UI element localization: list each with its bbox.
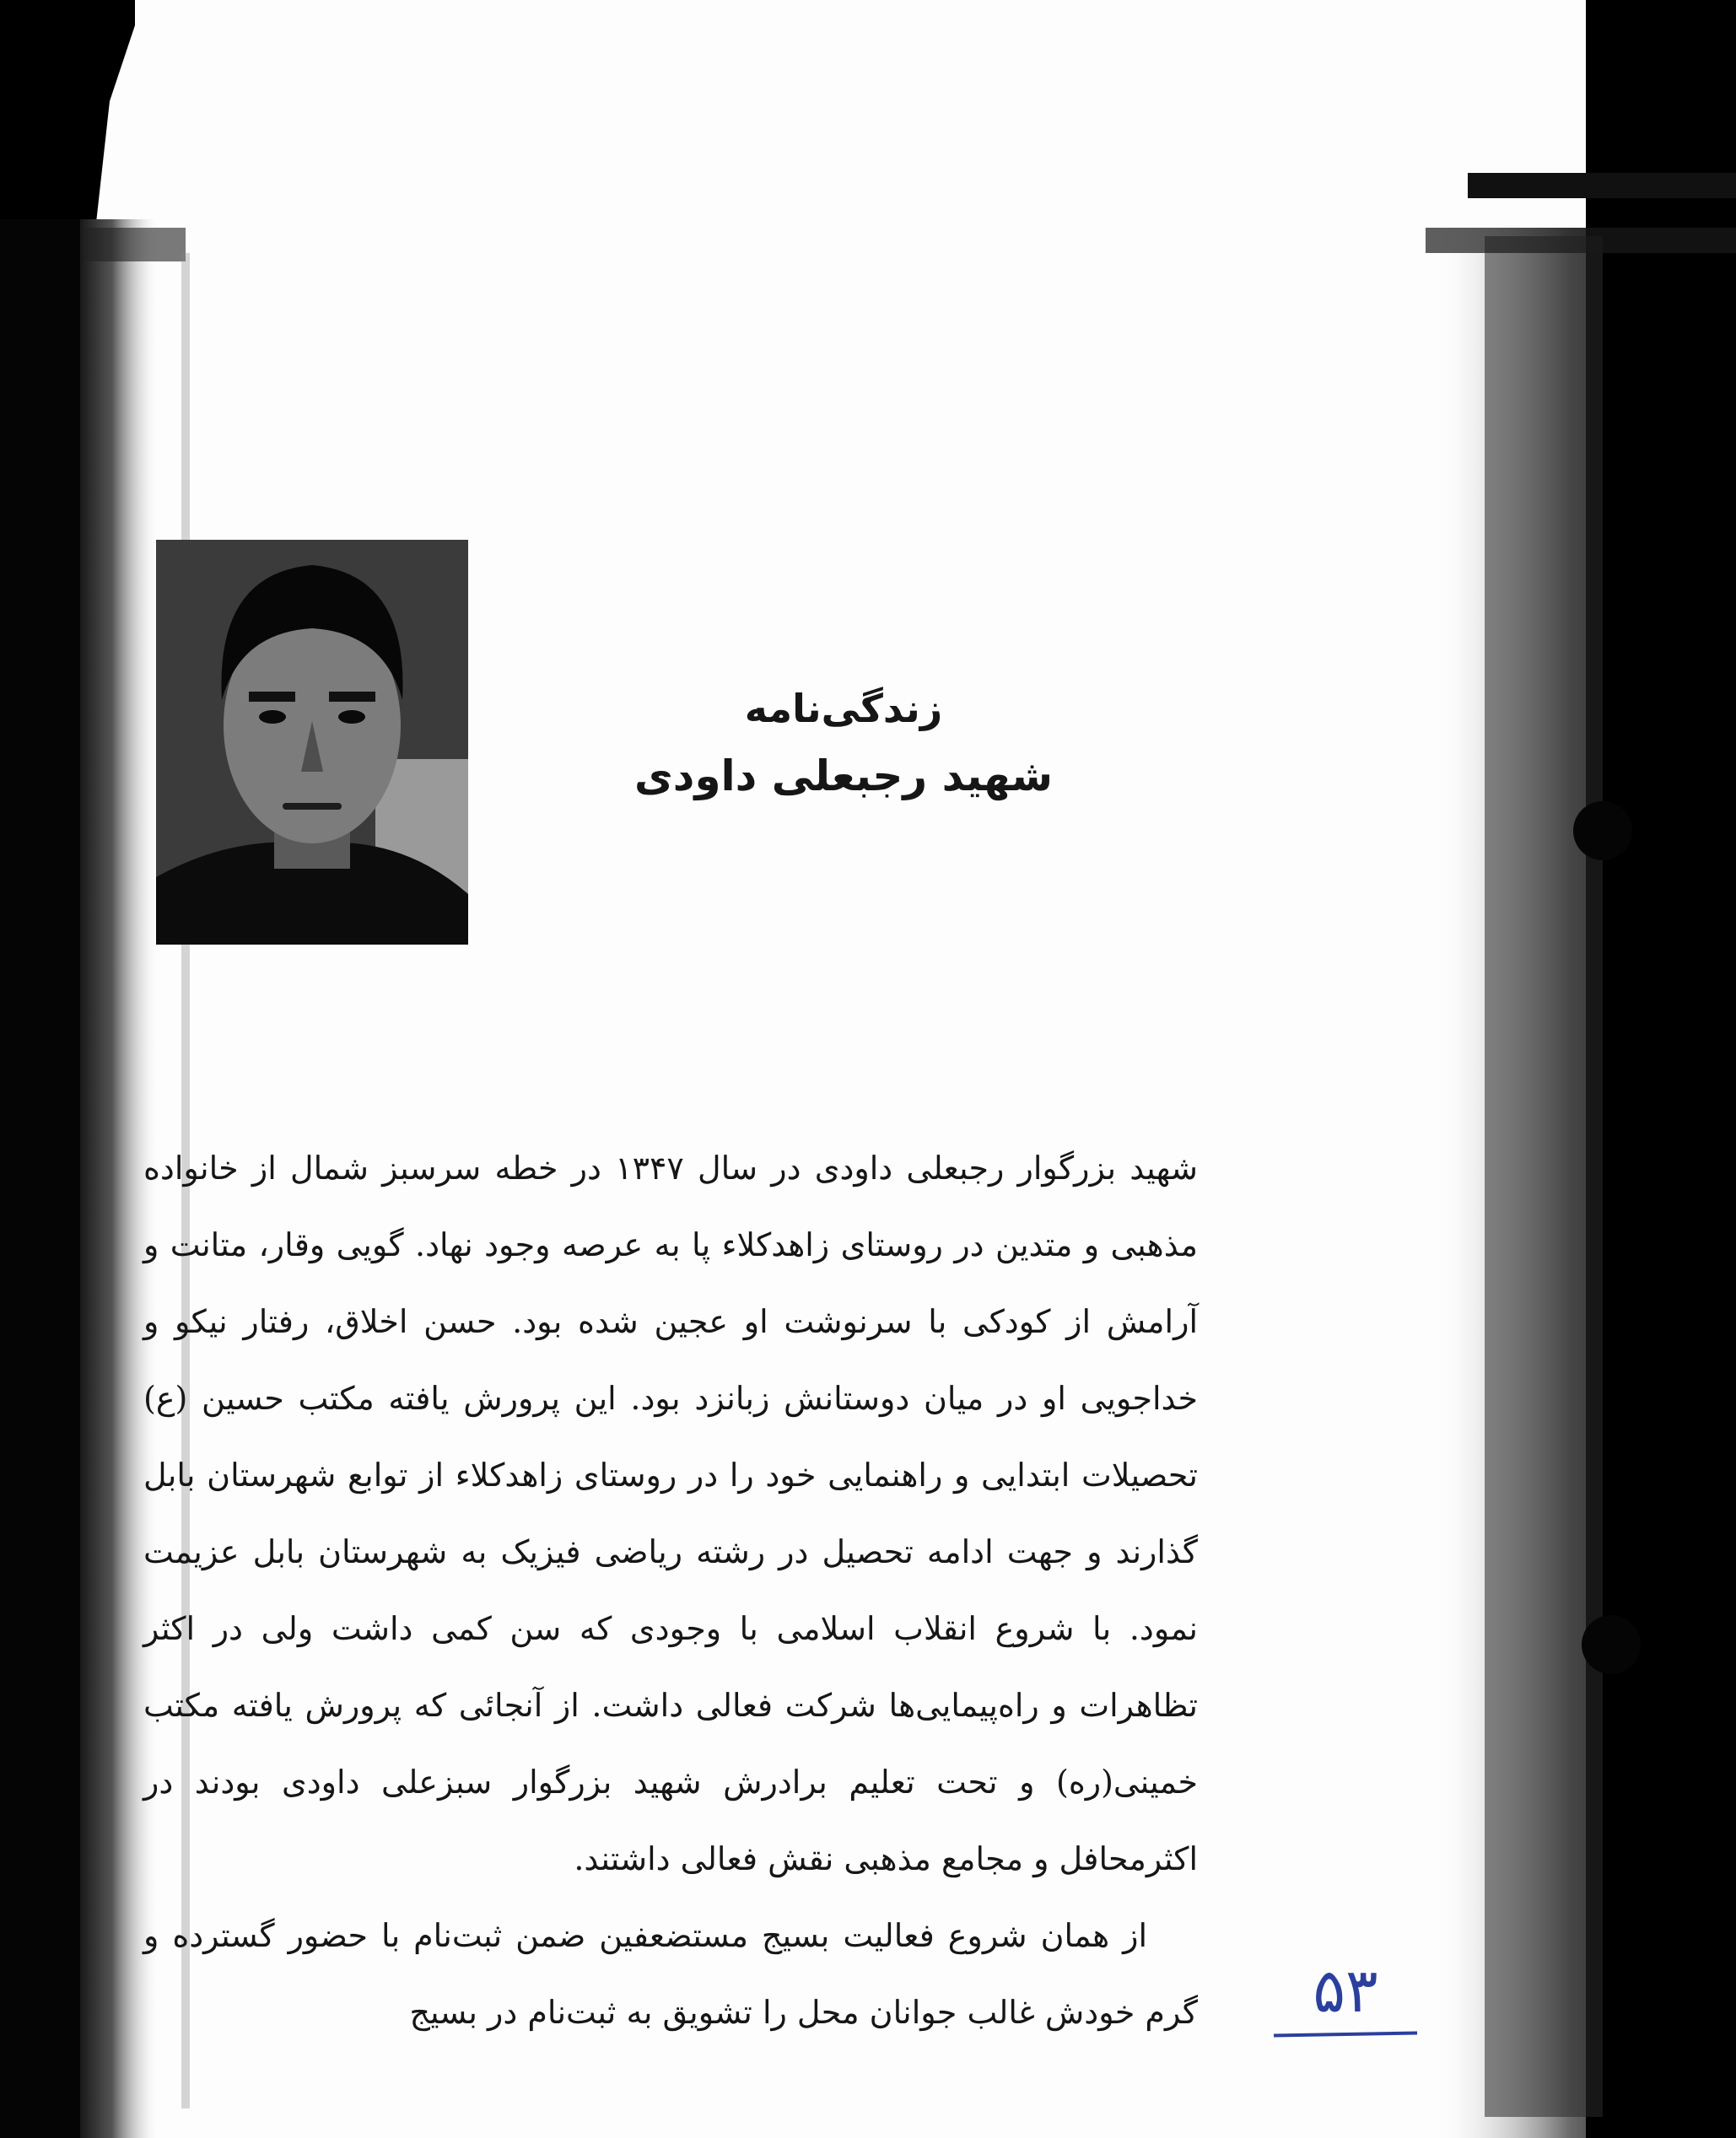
page-number-value: ۵۳ (1313, 1955, 1378, 2026)
punch-hole-upper (1573, 801, 1632, 860)
document-subtitle: شهید رجبعلی داودی (633, 751, 1054, 800)
biography-text (143, 1130, 1198, 2051)
paragraph: از همان شروع فعالیت بسیج مستضعفین ضمن ثبت‌نام با حضور گسترده و گرم خودش غالب جوانان محل را تشویق به ثبت‌نام در بسیج (143, 1917, 1198, 2031)
page-number (1274, 1948, 1417, 2041)
title-block (590, 675, 1097, 810)
paragraph: شهید بزرگوار رجبعلی داودی در سال ۱۳۴۷ در خطه سرسبز شمال از خانواده مذهبی و متدین در روستای زاهدکلاء پا به عرصه وجود نهاد. گویی وقار، متانت و آرامش از کودکی با سرنوشت او عجین شده بود. حسن اخلاق، رفتار نیکو و خداجویی او در میان دوستانش زبانزد بود. این پرورش یافته مکتب حسین (ع) تحصیلات ابتدایی و راهنمایی خود را در روستای زاهدکلاء از توابع شهرستان بابل گذارند و جهت ادامه تحصیل در رشته ریاضی فیزیک به شهرستان بابل عزیمت نمود. با شروع انقلاب اسلامی با وجودی که سن کمی داشت ولی در اکثر تظاهرات و راه‌پیمایی‌ها شرکت فعالی داشت. از آنجائی که پرورش یافته مکتب خمینی(ره) و تحت تعلیم برادرش شهید بزرگوار سبزعلی داودی بودند در اکثرمحافل و مجامع مذهبی نقش فعالی داشتند. (143, 1150, 1198, 1877)
portrait-photo (156, 540, 468, 945)
punch-hole-lower (1582, 1615, 1641, 1674)
page-number-underline (1274, 2032, 1417, 2038)
document-title: زندگی‌نامه (744, 686, 943, 731)
